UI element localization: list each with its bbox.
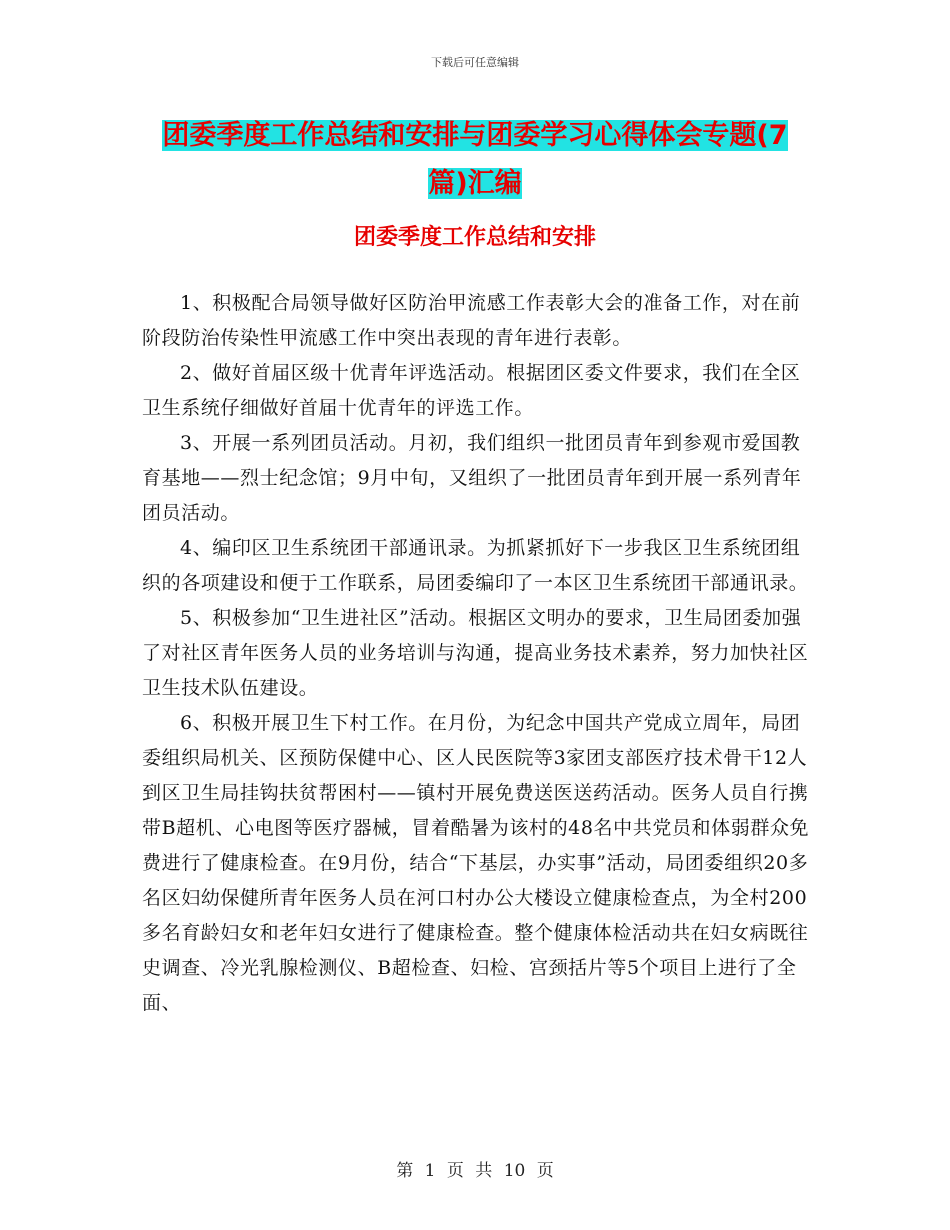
section-title: 团委季度工作总结和安排 <box>353 225 596 250</box>
paragraph-2: 2、做好首届区级十优青年评选活动。根据团区委文件要求，我们在全区卫生系统仔细做好首届十优青年的评选工作。 <box>142 362 801 419</box>
paragraph-6: 6、积极开展卫生下村工作。在月份，为纪念中国共产党成立周年，局团委组织局机关、区预防保健中心、区人民医院等3家团支部医疗技术骨干12人到区卫生局挂钩扶贫帮困村——镇村开展免费送医送药活动。医务人员自行携带B超机、心电图等医疗器械，冒着酷暑为该村的48名中共党员和体弱群众免费进行了健康检查。在9月份，结合“下基层，办实事”活动，局团委组织20多名区妇幼保健所青年医务人员在河口村办公大楼设立健康检查点，为全村200多名育龄妇女和老年妇女进行了健康检查。整个健康体检活动共在妇女病既往史调查、冷光乳腺检测仪、B超检查、妇检、宫颈括片等5个项目上进行了全面、 <box>142 712 810 1014</box>
document-title-text: 团委季度工作总结和安排与团委学习心得体会专题(7篇)汇编 <box>162 120 788 199</box>
paragraph-1: 1、积极配合局领导做好区防治甲流感工作表彰大会的准备工作，对在前阶段防治传染性甲流感工作中突出表现的青年进行表彰。 <box>142 292 801 349</box>
paragraph-4: 4、编印区卫生系统团干部通讯录。为抓紧抓好下一步我区卫生系统团组织的各项建设和便于工作联系，局团委编印了一本区卫生系统团干部通讯录。 <box>142 537 809 594</box>
document-body <box>142 286 814 1021</box>
header-note: 下载后可任意编辑 <box>431 56 519 69</box>
document-title <box>160 112 790 208</box>
paragraph-5: 5、积极参加“卫生进社区”活动。根据区文明办的要求，卫生局团委加强了对社区青年医务人员的业务培训与沟通，提高业务技术素养，努力加快社区卫生技术队伍建设。 <box>142 607 809 699</box>
paragraph-3: 3、开展一系列团员活动。月初，我们组织一批团员青年到参观市爱国教育基地——烈士纪念馆；9月中旬，又组织了一批团员青年到开展一系列青年团员活动。 <box>142 432 802 524</box>
page-footer: 第 1 页 共 10 页 <box>396 1161 554 1181</box>
